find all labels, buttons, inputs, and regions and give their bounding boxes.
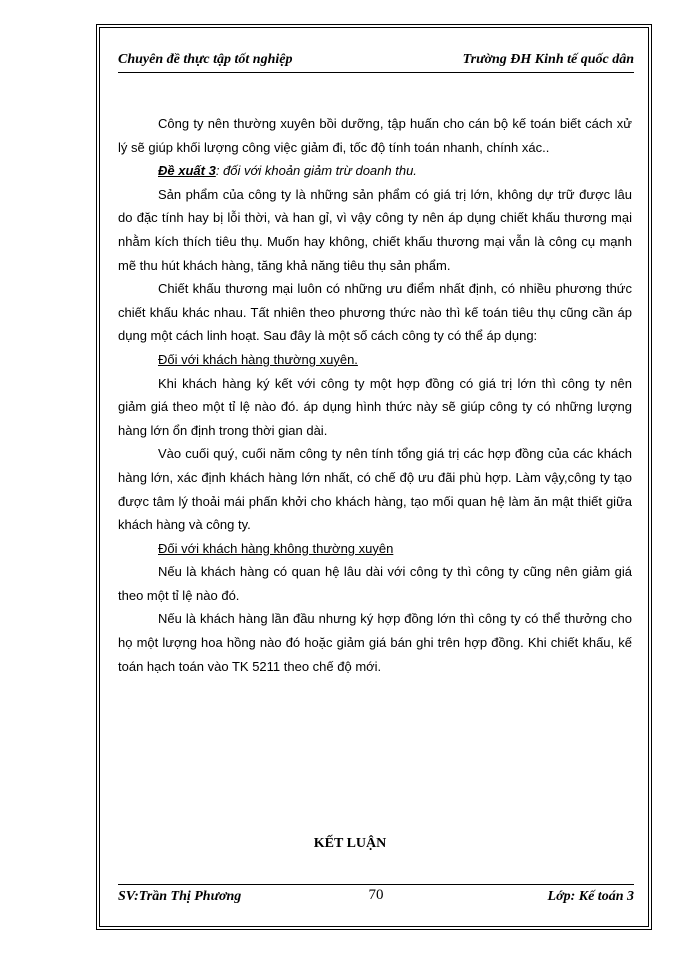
proposal-title: : đối với khoản giảm trừ doanh thu.: [215, 163, 417, 179]
document-body: [118, 112, 632, 678]
footer-class: Lớp: Kế toán 3: [547, 889, 634, 904]
page-footer: [118, 884, 634, 909]
paragraph: Công ty nên thường xuyên bồi dưỡng, tập huấn cho cán bộ kế toán biết cách xử lý sẽ giúp khối lượng công việc giảm đi, tốc độ tính toán nhanh, chính xác..: [118, 116, 632, 155]
paragraph: Nếu là khách hàng lần đầu nhưng ký hợp đồng lớn thì công ty có thể thưởng cho họ một lượng hoa hồng nào đó hoặc giảm giá bán ghi trên hợp đồng. Khi chiết khấu, kế toán hạch toán vào TK 5211 theo chế độ mới.: [118, 611, 632, 674]
paragraph: Nếu là khách hàng có quan hệ lâu dài với công ty thì công ty cũng nên giảm giá theo một tỉ lệ nào đó.: [118, 564, 632, 603]
page-number: 70: [368, 887, 384, 903]
paragraph: Vào cuối quý, cuối năm công ty nên tính tổng giá trị các hợp đồng của các khách hàng lớn, xác định khách hàng lớn nhất, có chế độ ưu đãi phù hợp. Làm vậy,công ty tạo được tâm lý thoải mái phấn khởi cho khách hàng, tạo mối quan hệ làm ăn mật thiết giữa khách hàng và công ty.: [118, 446, 632, 533]
proposal-heading: [118, 159, 632, 183]
subheading-regular-customers: Đối với khách hàng thường xuyên.: [158, 351, 358, 367]
header-title: Chuyên đề thực tập tốt nghiệp: [118, 52, 293, 67]
paragraph: Sản phẩm của công ty là những sản phẩm có giá trị lớn, không dự trữ được lâu do đặc tính hay bị lỗi thời, và han gỉ, vì vậy công ty nên áp dụng chiết khấu thương mại nhằm kích thích tiêu thụ. Muốn hay không, chiết khấu thương mại vẫn là công cụ mạnh mẽ thu hút khách hàng, tăng khả năng tiêu thụ sản phẩm.: [118, 186, 632, 273]
footer-student: SV:Trần Thị Phương: [118, 889, 242, 904]
paragraph: Khi khách hàng ký kết với công ty một hợp đồng có giá trị lớn thì công ty nên giảm giá theo một tỉ lệ nào đó. áp dụng hình thức này sẽ giúp công ty có những lượng hàng lớn ổn định trong thời gian dài.: [118, 375, 632, 438]
subheading: [118, 348, 632, 372]
subheading: [118, 537, 632, 561]
proposal-label: Đề xuất 3: [158, 163, 216, 179]
paragraph: Chiết khấu thương mại luôn có những ưu điểm nhất định, có nhiều phương thức chiết khấu khác nhau. Tất nhiên theo phương thức nào thì kế toán tiêu thụ cũng cần áp dụng một cách linh hoạt. Sau đây là một số cách công ty có thể áp dụng:: [118, 281, 632, 344]
conclusion-heading: KẾT LUẬN: [313, 836, 387, 851]
page-header: [118, 52, 634, 73]
header-school: Trường ĐH Kinh tế quốc dân: [462, 52, 634, 67]
subheading-irregular-customers: Đối với khách hàng không thường xuyên: [158, 540, 394, 556]
